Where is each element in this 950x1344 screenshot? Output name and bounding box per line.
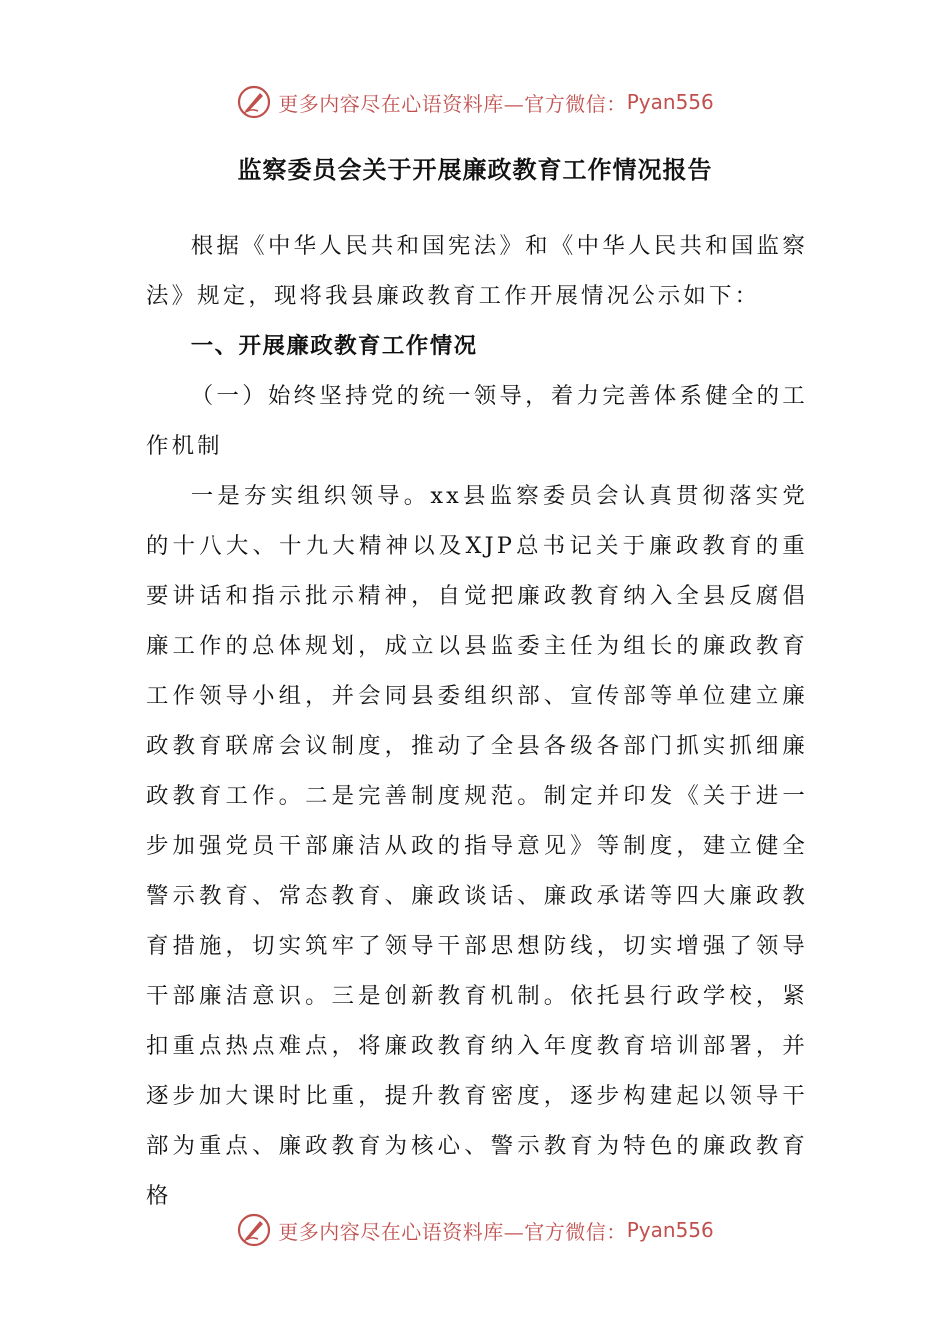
quill-pen-logo-icon xyxy=(236,1212,272,1248)
banner-wechat-id: Pyan556 xyxy=(626,90,714,114)
subsection-heading: （一）始终坚持党的统一领导，着力完善体系健全的工作机制 xyxy=(146,383,808,459)
header-watermark-banner xyxy=(0,80,950,124)
body-paragraph: 一是夯实组织领导。xx县监察委员会认真贯彻落实党的十八大、十九大精神以及XJP总书记关于廉政教育的重要讲话和指示批示精神，自觉把廉政教育纳入全县反腐倡廉工作的总体规划，成立以县监委主任为组长的廉政教育工作领导小组，并会同县委组织部、宣传部等单位建立廉政教育联席会议制度，推动了全县各级各部门抓实抓细廉政教育工作。二是完善制度规范。制定并印发《关于进一步加强党员干部廉洁从政的指导意见》等制度，建立健全警示教育、常态教育、廉政谈话、廉政承诺等四大廉政教育措施，切实筑牢了领导干部思想防线，切实增强了领导干部廉洁意识。三是创新教育机制。依托县行政学校，紧扣重点热点难点，将廉政教育纳入年度教育培训部署，并逐步加大课时比重，提升教育密度，逐步构建起以领导干部为重点、廉政教育为核心、警示教育为特色的廉政教育格 xyxy=(146,483,808,1209)
footer-watermark-banner xyxy=(0,1208,950,1252)
banner-text: 更多内容尽在心语资料库—官方微信： xyxy=(278,1219,627,1244)
banner-text: 更多内容尽在心语资料库—官方微信： xyxy=(278,91,627,116)
document-body xyxy=(146,221,808,1221)
section-heading: 一、开展廉政教育工作情况 xyxy=(190,333,478,359)
intro-paragraph: 根据《中华人民共和国宪法》和《中华人民共和国监察法》规定，现将我县廉政教育工作开展情况公示如下： xyxy=(146,233,808,309)
quill-pen-logo-icon xyxy=(236,84,272,120)
document-title: 监察委员会关于开展廉政教育工作情况报告 xyxy=(237,156,713,184)
banner-wechat-id: Pyan556 xyxy=(626,1218,714,1242)
